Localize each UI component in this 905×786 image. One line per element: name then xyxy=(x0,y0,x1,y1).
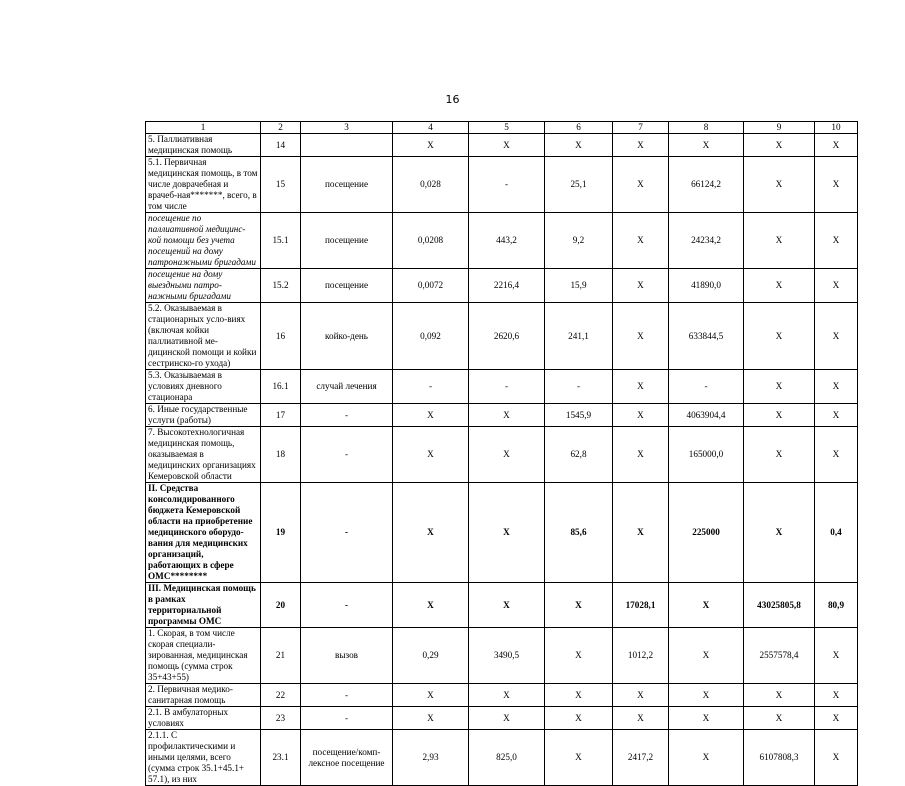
table-cell: X xyxy=(469,483,545,583)
table-cell: 2,93 xyxy=(393,730,469,786)
table-cell: X xyxy=(469,684,545,707)
table-cell: X xyxy=(393,483,469,583)
table-cell: 1012,2 xyxy=(613,628,669,684)
table-cell: X xyxy=(393,684,469,707)
table-cell: X xyxy=(613,707,669,730)
row-label: 2. Первичная медико-санитарная помощь xyxy=(146,684,261,707)
table-cell: - xyxy=(469,157,545,213)
table-cell: X xyxy=(613,157,669,213)
table-cell: X xyxy=(613,684,669,707)
table-cell: посещение xyxy=(301,269,393,303)
row-label: 5.2. Оказываемая в стационарных усло-виях (включая койки паллиативной ме-дицинской помощи и койки сестринско-го ухода) xyxy=(146,303,261,370)
table-cell: 3490,5 xyxy=(469,628,545,684)
column-header: 6 xyxy=(545,122,613,134)
table-cell: - xyxy=(301,483,393,583)
table-cell: X xyxy=(815,730,858,786)
table-cell: 17028,1 xyxy=(613,583,669,628)
table-cell: X xyxy=(393,404,469,427)
table-cell: X xyxy=(669,134,744,157)
table-cell: X xyxy=(744,427,815,483)
row-label: 2.1. В амбулаторных условиях xyxy=(146,707,261,730)
table-cell: 25,1 xyxy=(545,157,613,213)
table-cell: X xyxy=(613,427,669,483)
table-cell: X xyxy=(669,583,744,628)
header-row xyxy=(146,122,858,134)
column-header: 1 xyxy=(146,122,261,134)
table-cell: 24234,2 xyxy=(669,213,744,269)
table-cell: 2417,2 xyxy=(613,730,669,786)
table-cell: 85,6 xyxy=(545,483,613,583)
table-cell: - xyxy=(301,583,393,628)
table-cell: X xyxy=(393,134,469,157)
table-row xyxy=(146,707,858,730)
row-label: 2.1.1. С профилактическими и иными целями, всего (сумма строк 35.1+45.1+ 57.1), из них xyxy=(146,730,261,786)
table-cell: X xyxy=(545,628,613,684)
table-cell: 66124,2 xyxy=(669,157,744,213)
table-cell: 9,2 xyxy=(545,213,613,269)
table-cell: X xyxy=(393,707,469,730)
table-cell: X xyxy=(744,134,815,157)
table-cell: X xyxy=(393,427,469,483)
table-cell: 23 xyxy=(261,707,301,730)
table-cell: X xyxy=(815,707,858,730)
row-label: 7. Высокотехнологичная медицинская помощь, оказываемая в медицинских организациях Кемеровской области xyxy=(146,427,261,483)
table-cell: - xyxy=(301,427,393,483)
table-cell: X xyxy=(545,583,613,628)
table-cell: X xyxy=(545,684,613,707)
table-cell: вызов xyxy=(301,628,393,684)
table-cell: посещение xyxy=(301,157,393,213)
table-row xyxy=(146,213,858,269)
table-cell: X xyxy=(744,404,815,427)
table-cell: X xyxy=(613,483,669,583)
table-row xyxy=(146,427,858,483)
table-row xyxy=(146,134,858,157)
table-cell: 0,29 xyxy=(393,628,469,684)
table-cell: 14 xyxy=(261,134,301,157)
table-cell: 23.1 xyxy=(261,730,301,786)
table-cell: 18 xyxy=(261,427,301,483)
table-row xyxy=(146,269,858,303)
table-cell: 825,0 xyxy=(469,730,545,786)
table-cell: 241,1 xyxy=(545,303,613,370)
table-cell: X xyxy=(815,303,858,370)
table-cell: - xyxy=(545,370,613,404)
table-cell: 225000 xyxy=(669,483,744,583)
table-row xyxy=(146,730,858,786)
column-header: 2 xyxy=(261,122,301,134)
table-cell: 0,0208 xyxy=(393,213,469,269)
table-cell: 0,028 xyxy=(393,157,469,213)
table-cell: X xyxy=(613,269,669,303)
table-cell: 6107808,3 xyxy=(744,730,815,786)
table-cell: - xyxy=(469,370,545,404)
table-cell: посещение/комп-лексное посещение xyxy=(301,730,393,786)
table-cell: 0,4 xyxy=(815,483,858,583)
table-cell: 0,092 xyxy=(393,303,469,370)
row-label: 5.1. Первичная медицинская помощь, в том числе доврачебная и врачеб-ная*******, всего, в том числе xyxy=(146,157,261,213)
table-cell: X xyxy=(669,628,744,684)
table-cell: - xyxy=(301,404,393,427)
table-cell: X xyxy=(669,730,744,786)
table-cell: 43025805,8 xyxy=(744,583,815,628)
table-cell: 443,2 xyxy=(469,213,545,269)
table-cell: 16.1 xyxy=(261,370,301,404)
table-cell: X xyxy=(744,483,815,583)
table-cell: - xyxy=(301,707,393,730)
table-row xyxy=(146,157,858,213)
table-cell: X xyxy=(815,157,858,213)
table-cell: X xyxy=(613,303,669,370)
table-cell: 2557578,4 xyxy=(744,628,815,684)
row-label: 6. Иные государственные услуги (работы) xyxy=(146,404,261,427)
table-cell: - xyxy=(301,684,393,707)
table-cell: X xyxy=(744,303,815,370)
row-label: 1. Скорая, в том числе скорая специали-зированная, медицинская помощь (сумма строк 35+43+55) xyxy=(146,628,261,684)
table-cell: 20 xyxy=(261,583,301,628)
row-label: III. Медицинская помощь в рамках территориальной программы ОМС xyxy=(146,583,261,628)
table-row xyxy=(146,483,858,583)
table-cell: X xyxy=(815,269,858,303)
table-cell: X xyxy=(815,404,858,427)
table-cell: - xyxy=(393,370,469,404)
column-header: 8 xyxy=(669,122,744,134)
table-cell: 19 xyxy=(261,483,301,583)
table-cell: X xyxy=(469,134,545,157)
table-row xyxy=(146,404,858,427)
table-cell: X xyxy=(613,134,669,157)
table-cell: 15.2 xyxy=(261,269,301,303)
table-cell: X xyxy=(815,684,858,707)
table-cell: X xyxy=(469,707,545,730)
table-cell: X xyxy=(744,157,815,213)
table-cell: 15 xyxy=(261,157,301,213)
table-cell xyxy=(301,134,393,157)
table-cell: X xyxy=(669,707,744,730)
table-cell: X xyxy=(744,213,815,269)
column-header: 9 xyxy=(744,122,815,134)
table-row xyxy=(146,628,858,684)
row-label: 5.3. Оказываемая в условиях дневного стационара xyxy=(146,370,261,404)
table-cell: X xyxy=(393,583,469,628)
table-cell: 62,8 xyxy=(545,427,613,483)
table-cell: 21 xyxy=(261,628,301,684)
table-cell: 633844,5 xyxy=(669,303,744,370)
table-cell: 16 xyxy=(261,303,301,370)
table-cell: X xyxy=(815,370,858,404)
table-cell: X xyxy=(545,707,613,730)
column-header: 10 xyxy=(815,122,858,134)
table-cell: 17 xyxy=(261,404,301,427)
table-cell: 2216,4 xyxy=(469,269,545,303)
table-cell: X xyxy=(744,269,815,303)
column-header: 4 xyxy=(393,122,469,134)
table-cell: 1545,9 xyxy=(545,404,613,427)
page-number: 16 xyxy=(445,93,460,106)
table-cell: 165000,0 xyxy=(669,427,744,483)
table-cell: - xyxy=(669,370,744,404)
table-cell: X xyxy=(545,730,613,786)
table-cell: X xyxy=(545,134,613,157)
table-cell: X xyxy=(744,707,815,730)
row-label: 5. Паллиативная медицинская помощь xyxy=(146,134,261,157)
table-cell: X xyxy=(469,583,545,628)
table-cell: 15,9 xyxy=(545,269,613,303)
table-cell: X xyxy=(815,134,858,157)
table-cell: X xyxy=(469,427,545,483)
table-cell: случай лечения xyxy=(301,370,393,404)
table-cell: X xyxy=(744,684,815,707)
table-cell: 80,9 xyxy=(815,583,858,628)
table-cell: X xyxy=(613,213,669,269)
column-header: 5 xyxy=(469,122,545,134)
table-cell: X xyxy=(613,370,669,404)
row-label: посещение по паллиативной медицинс-кой помощи без учета посещений на дому патронажными бригадами xyxy=(146,213,261,269)
table-cell: X xyxy=(469,404,545,427)
table-cell: посещение xyxy=(301,213,393,269)
table-row xyxy=(146,370,858,404)
row-label: II. Средства консолидированного бюджета Кемеровской области на приобретение медицинского оборудо-вания для медицинских организаций, работающих в сфере ОМС******** xyxy=(146,483,261,583)
table-cell: койко-день xyxy=(301,303,393,370)
table-row xyxy=(146,583,858,628)
table-cell: 4063904,4 xyxy=(669,404,744,427)
column-header: 7 xyxy=(613,122,669,134)
data-table xyxy=(145,121,858,786)
row-label: посещение на дому выездными патро-нажными бригадами xyxy=(146,269,261,303)
table-cell: X xyxy=(815,628,858,684)
table-row xyxy=(146,303,858,370)
table-cell: X xyxy=(669,684,744,707)
table-cell: 0,0072 xyxy=(393,269,469,303)
table-cell: X xyxy=(613,404,669,427)
table-cell: 41890,0 xyxy=(669,269,744,303)
table-cell: 15.1 xyxy=(261,213,301,269)
table-cell: 22 xyxy=(261,684,301,707)
table-cell: X xyxy=(744,370,815,404)
table-row xyxy=(146,684,858,707)
table-cell: 2620,6 xyxy=(469,303,545,370)
table-cell: X xyxy=(815,213,858,269)
table-cell: X xyxy=(815,427,858,483)
column-header: 3 xyxy=(301,122,393,134)
